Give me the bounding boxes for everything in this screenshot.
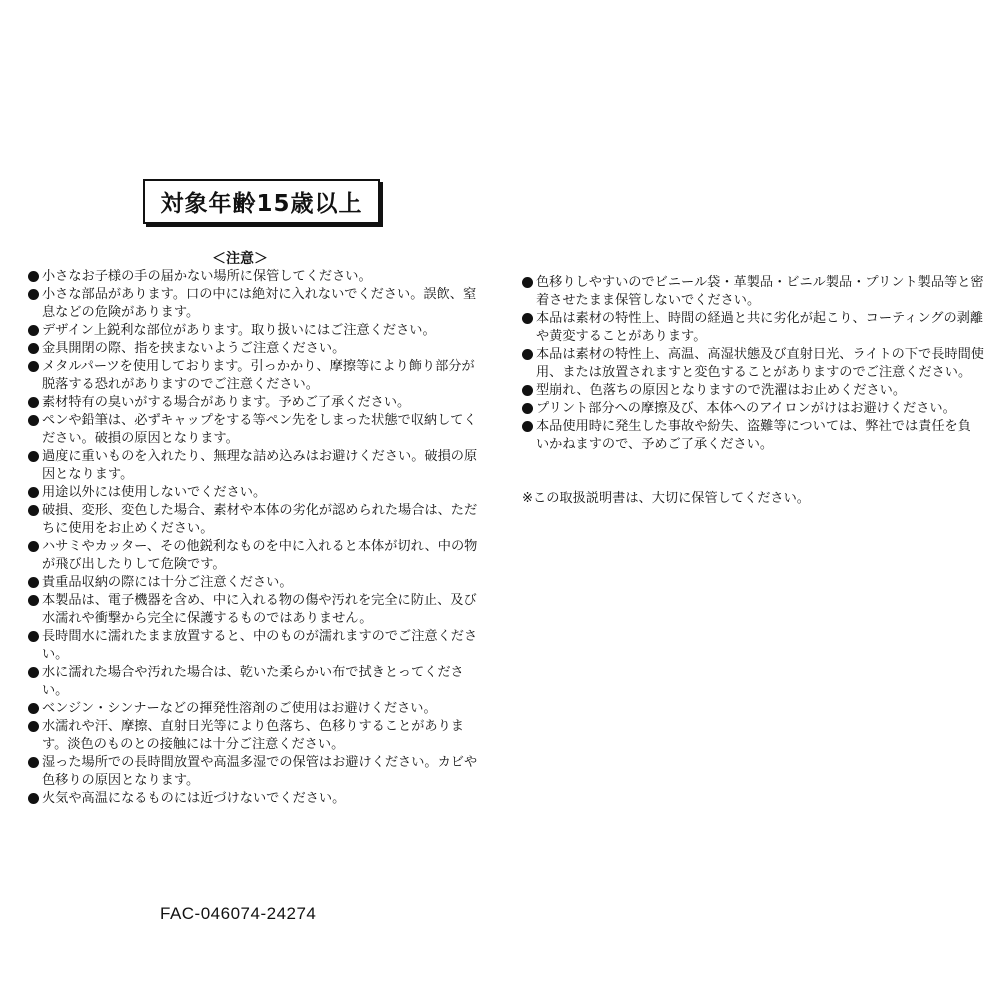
list-item: ベンジン・シンナーなどの揮発性溶剤のご使用はお避けください。 bbox=[28, 700, 486, 718]
list-item: 貴重品収納の際には十分ご注意ください。 bbox=[28, 574, 486, 592]
bullet-icon bbox=[28, 343, 39, 354]
bullet-icon bbox=[522, 349, 533, 360]
bullet-icon bbox=[28, 415, 39, 426]
list-item: 型崩れ、色落ちの原因となりますので洗濯はお止めください。 bbox=[522, 382, 984, 400]
list-item: 火気や高温になるものには近づけないでください。 bbox=[28, 790, 486, 808]
list-item: 本品は素材の特性上、高温、高湿状態及び直射日光、ライトの下で長時間使用、または放置されますと変色することがありますのでご注意ください。 bbox=[522, 346, 984, 382]
list-item: 小さなお子様の手の届かない場所に保管してください。 bbox=[28, 268, 486, 286]
list-item: ハサミやカッター、その他鋭利なものを中に入れると本体が切れ、中の物が飛び出したりして危険です。 bbox=[28, 538, 486, 574]
bullet-icon bbox=[28, 397, 39, 408]
age-rating-label: 対象年齢15歳以上 bbox=[160, 191, 363, 217]
bullet-icon bbox=[28, 361, 39, 372]
list-item: デザイン上鋭利な部位があります。取り扱いにはご注意ください。 bbox=[28, 322, 486, 340]
bullet-icon bbox=[28, 631, 39, 642]
list-item: 長時間水に濡れたまま放置すると、中のものが濡れますのでご注意ください。 bbox=[28, 628, 486, 664]
bullet-icon bbox=[28, 505, 39, 516]
list-item: 金具開閉の際、指を挟まないようご注意ください。 bbox=[28, 340, 486, 358]
storage-note: ※この取扱説明書は、大切に保管してください。 bbox=[522, 491, 810, 506]
list-item: プリント部分への摩擦及び、本体へのアイロンがけはお避けください。 bbox=[522, 400, 984, 418]
caution-heading: ＜注意＞ bbox=[212, 251, 268, 267]
bullet-icon bbox=[28, 487, 39, 498]
list-item: 本品使用時に発生した事故や紛失、盗難等については、弊社では責任を負いかねますので、予めご了承ください。 bbox=[522, 418, 984, 454]
bullet-icon bbox=[28, 721, 39, 732]
list-item: 水濡れや汗、摩擦、直射日光等により色落ち、色移りすることがあります。淡色のものとの接触には十分ご注意ください。 bbox=[28, 718, 486, 754]
age-rating-box bbox=[143, 179, 380, 224]
bullet-icon bbox=[522, 313, 533, 324]
list-item: 素材特有の臭いがする場合があります。予めご了承ください。 bbox=[28, 394, 486, 412]
bullet-icon bbox=[28, 667, 39, 678]
bullet-icon bbox=[28, 595, 39, 606]
bullet-icon bbox=[28, 541, 39, 552]
bullet-icon bbox=[28, 451, 39, 462]
list-item: 小さな部品があります。口の中には絶対に入れないでください。誤飲、窒息などの危険があります。 bbox=[28, 286, 486, 322]
bullet-icon bbox=[522, 385, 533, 396]
caution-list-right bbox=[522, 274, 984, 454]
list-item: ペンや鉛筆は、必ずキャップをする等ペン先をしまった状態で収納してください。破損の原因となります。 bbox=[28, 412, 486, 448]
list-item: 水に濡れた場合や汚れた場合は、乾いた柔らかい布で拭きとってください。 bbox=[28, 664, 486, 700]
bullet-icon bbox=[28, 325, 39, 336]
list-item: 本製品は、電子機器を含め、中に入れる物の傷や汚れを完全に防止、及び水濡れや衝撃から完全に保護するものではありません。 bbox=[28, 592, 486, 628]
list-item: 湿った場所での長時間放置や高温多湿での保管はお避けください。カビや色移りの原因となります。 bbox=[28, 754, 486, 790]
bullet-icon bbox=[28, 703, 39, 714]
bullet-icon bbox=[28, 271, 39, 282]
bullet-icon bbox=[522, 403, 533, 414]
list-item: 過度に重いものを入れたり、無理な詰め込みはお避けください。破損の原因となります。 bbox=[28, 448, 486, 484]
product-code: FAC-046074-24274 bbox=[160, 904, 317, 923]
list-item: 色移りしやすいのでビニール袋・革製品・ビニル製品・プリント製品等と密着させたまま保管しないでください。 bbox=[522, 274, 984, 310]
list-item: 破損、変形、変色した場合、素材や本体の劣化が認められた場合は、ただちに使用をお止めください。 bbox=[28, 502, 486, 538]
list-item: メタルパーツを使用しております。引っかかり、摩擦等により飾り部分が脱落する恐れがありますのでご注意ください。 bbox=[28, 358, 486, 394]
list-item: 本品は素材の特性上、時間の経過と共に劣化が起こり、コーティングの剥離や黄変することがあります。 bbox=[522, 310, 984, 346]
list-item: 用途以外には使用しないでください。 bbox=[28, 484, 486, 502]
bullet-icon bbox=[522, 421, 533, 432]
bullet-icon bbox=[28, 577, 39, 588]
caution-list-left bbox=[28, 268, 486, 808]
bullet-icon bbox=[28, 793, 39, 804]
bullet-icon bbox=[28, 289, 39, 300]
bullet-icon bbox=[28, 757, 39, 768]
bullet-icon bbox=[522, 277, 533, 288]
